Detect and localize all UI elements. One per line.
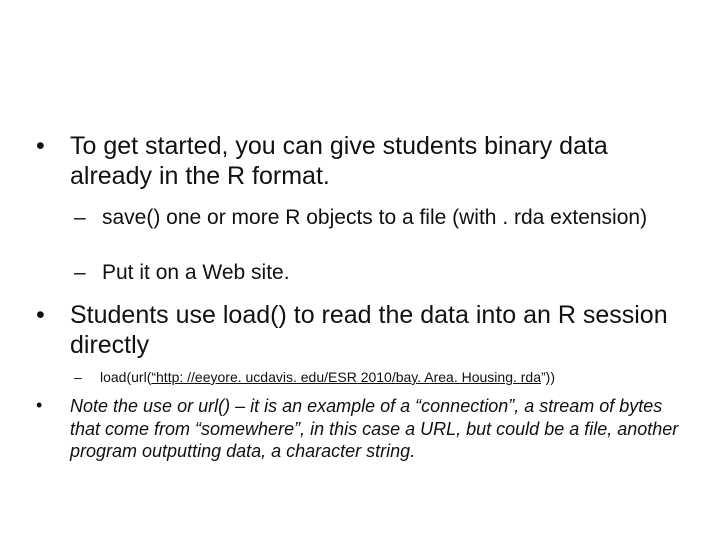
bullet-text: Students use load() to read the data into an R session directly (70, 301, 668, 359)
bullet-load (36, 300, 676, 360)
bullet-text: To get started, you can give students binary data already in the R format. (70, 132, 608, 190)
code-prefix: load(url( (100, 369, 152, 385)
sub-bullet-save (74, 205, 674, 230)
sub-bullet-marker: – (74, 261, 86, 284)
sub-bullet-marker: – (74, 369, 82, 385)
bullet-marker: • (36, 301, 45, 329)
sub-bullet-text (100, 369, 694, 386)
sub-bullet-load-url (74, 369, 694, 386)
bullet-marker: • (36, 395, 43, 415)
bullet-getting-started (36, 131, 676, 191)
sub-bullet-text: save() one or more R objects to a file (with . rda extension) (102, 206, 648, 229)
bullet-connection-note (36, 395, 686, 463)
bullet-text: Note the use or url() – it is an example of a “connection”, a stream of bytes that come from “somewhere”, in this case a URL, but could be a file, another program outputting data, a character string. (70, 396, 679, 461)
sub-bullet-text: Put it on a Web site. (102, 261, 290, 284)
sub-bullet-marker: – (74, 206, 86, 229)
code-suffix: ”)) (541, 369, 555, 385)
sub-bullet-web-site (74, 260, 674, 285)
bullet-marker: • (36, 132, 45, 160)
data-url-link[interactable]: “http: //eeyore. ucdavis. edu/ESR 2010/bay. Area. Housing. rda (151, 369, 541, 385)
